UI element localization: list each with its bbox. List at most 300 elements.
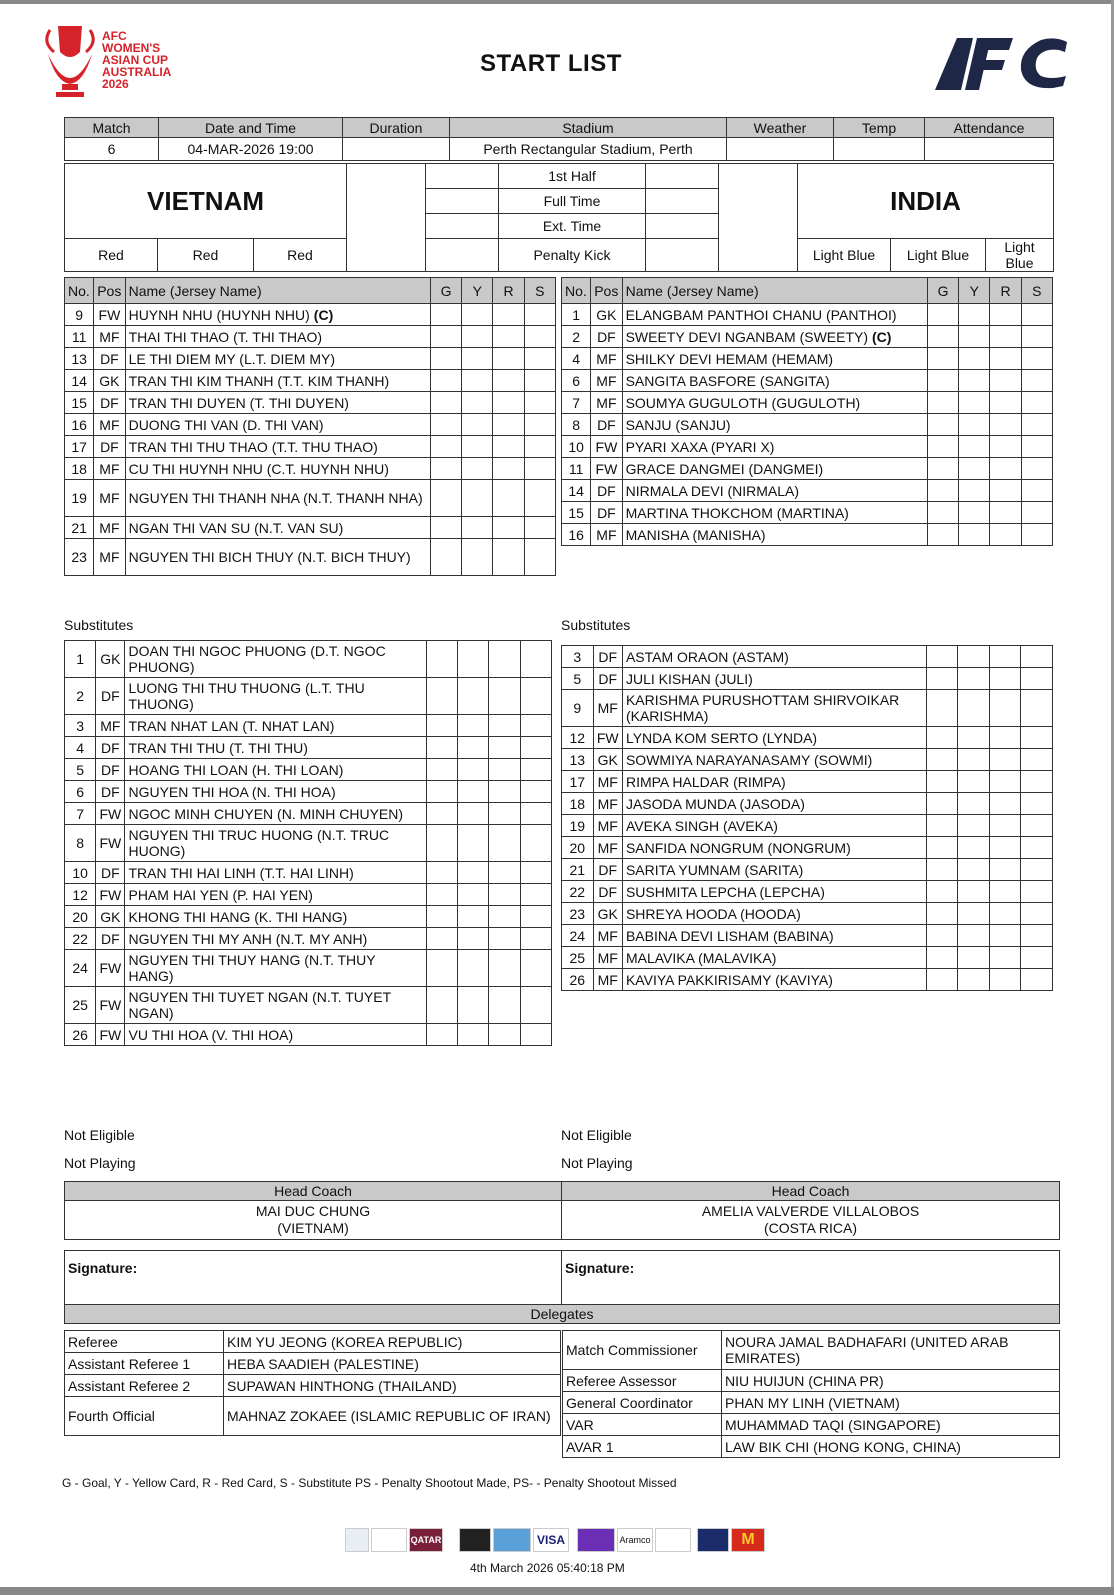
substitute-cell bbox=[524, 539, 555, 576]
yellow-card-cell bbox=[458, 737, 489, 759]
delegates-left-table bbox=[64, 1330, 561, 1436]
yellow-card-cell bbox=[462, 348, 493, 370]
player-name-cell bbox=[622, 727, 926, 749]
away-not-eligible-label: Not Eligible bbox=[561, 1127, 632, 1143]
yellow-card-cell bbox=[958, 815, 990, 837]
player-position: MF bbox=[593, 690, 622, 727]
player-row bbox=[562, 646, 1053, 668]
substitute-cell bbox=[520, 862, 551, 884]
goal-cell bbox=[426, 906, 457, 928]
womens-asian-cup-logo bbox=[40, 22, 190, 102]
red-card-cell bbox=[989, 859, 1021, 881]
red-card-cell bbox=[489, 715, 520, 737]
goal-cell bbox=[426, 803, 457, 825]
delegate-role: Assistant Referee 2 bbox=[65, 1375, 224, 1397]
player-name: NGUYEN THI TRUC HUONG (N.T. TRUC HUONG) bbox=[128, 827, 390, 859]
goal-cell bbox=[927, 304, 958, 326]
player-name: ASTAM ORAON (ASTAM) bbox=[625, 648, 789, 665]
red-card-cell bbox=[493, 436, 524, 458]
goal-cell bbox=[426, 737, 457, 759]
home-score-1st-half bbox=[426, 164, 499, 189]
substitute-cell bbox=[520, 781, 551, 803]
player-position: DF bbox=[96, 862, 125, 884]
player-number: 21 bbox=[65, 517, 94, 539]
substitute-cell bbox=[520, 884, 551, 906]
yellow-card-cell bbox=[462, 539, 493, 576]
red-card-cell bbox=[493, 370, 524, 392]
player-row bbox=[562, 326, 1053, 348]
delegate-role: AVAR 1 bbox=[563, 1436, 722, 1458]
player-position: MF bbox=[94, 326, 125, 348]
substitute-cell bbox=[1021, 370, 1052, 392]
player-row bbox=[562, 370, 1053, 392]
substitute-cell bbox=[520, 825, 551, 862]
col-s: S bbox=[524, 278, 555, 304]
goal-cell bbox=[927, 524, 958, 546]
red-card-cell bbox=[990, 480, 1021, 502]
substitute-cell bbox=[520, 737, 551, 759]
yellow-card-cell bbox=[458, 906, 489, 928]
goal-cell bbox=[426, 781, 457, 803]
player-name: SANFIDA NONGRUM (NONGRUM) bbox=[625, 839, 851, 856]
yellow-card-cell bbox=[959, 348, 990, 370]
player-row bbox=[65, 641, 552, 678]
match-weather bbox=[727, 138, 834, 161]
player-row bbox=[65, 715, 552, 737]
delegate-name: NOURA JAMAL BADHAFARI (UNITED ARAB EMIRATES) bbox=[722, 1331, 1060, 1370]
red-card-cell bbox=[989, 947, 1021, 969]
player-position: FW bbox=[591, 436, 622, 458]
away-starters-table bbox=[561, 277, 1053, 546]
player-row bbox=[65, 759, 552, 781]
red-card-cell bbox=[493, 414, 524, 436]
stadium-header: Stadium bbox=[450, 118, 727, 138]
yellow-card-cell bbox=[958, 925, 990, 947]
red-card-cell bbox=[489, 678, 520, 715]
player-number: 22 bbox=[562, 881, 594, 903]
red-card-cell bbox=[493, 517, 524, 539]
yellow-card-cell bbox=[458, 641, 489, 678]
col-g: G bbox=[927, 278, 958, 304]
red-card-cell bbox=[489, 884, 520, 906]
player-name-cell bbox=[125, 304, 430, 326]
yellow-card-cell bbox=[959, 414, 990, 436]
yellow-card-cell bbox=[958, 903, 990, 925]
yellow-card-cell bbox=[458, 884, 489, 906]
red-card-cell bbox=[989, 925, 1021, 947]
player-name: TRAN THI DUYEN (T. THI DUYEN) bbox=[128, 394, 349, 411]
red-card-cell bbox=[493, 539, 524, 576]
player-name-cell bbox=[622, 480, 927, 502]
home-score-penalty bbox=[426, 239, 499, 272]
yellow-card-cell bbox=[959, 436, 990, 458]
player-position: MF bbox=[591, 348, 622, 370]
player-number: 13 bbox=[65, 348, 94, 370]
player-row bbox=[65, 987, 552, 1024]
head-coach-table bbox=[64, 1181, 1060, 1240]
home-color-3: Red bbox=[254, 239, 347, 272]
substitute-cell bbox=[1021, 749, 1053, 771]
player-number: 19 bbox=[562, 815, 594, 837]
red-card-cell bbox=[489, 928, 520, 950]
player-number: 25 bbox=[65, 987, 96, 1024]
player-name-cell bbox=[125, 641, 426, 678]
player-position: DF bbox=[94, 348, 125, 370]
player-row bbox=[562, 881, 1053, 903]
player-name-cell bbox=[622, 414, 927, 436]
away-coach-name: AMELIA VALVERDE VILLALOBOS bbox=[701, 1203, 920, 1219]
player-name-cell bbox=[125, 348, 430, 370]
match-stadium: Perth Rectangular Stadium, Perth bbox=[450, 138, 727, 161]
home-substitutes-table bbox=[64, 640, 552, 1046]
goal-cell bbox=[430, 370, 461, 392]
player-position: MF bbox=[593, 837, 622, 859]
goal-cell bbox=[926, 969, 958, 991]
player-position: MF bbox=[593, 925, 622, 947]
player-position: DF bbox=[591, 414, 622, 436]
player-name: MALAVIKA (MALAVIKA) bbox=[625, 949, 777, 966]
player-position: MF bbox=[94, 517, 125, 539]
player-name: JASODA MUNDA (JASODA) bbox=[625, 795, 805, 812]
substitute-cell bbox=[1021, 304, 1052, 326]
yellow-card-cell bbox=[958, 771, 990, 793]
yellow-card-cell bbox=[958, 859, 990, 881]
delegate-name: HEBA SAADIEH (PALESTINE) bbox=[224, 1353, 561, 1375]
player-row bbox=[562, 436, 1053, 458]
home-team-name: VIETNAM bbox=[65, 164, 347, 239]
goal-cell bbox=[426, 678, 457, 715]
player-name-cell bbox=[125, 884, 426, 906]
yellow-card-cell bbox=[458, 862, 489, 884]
red-card-cell bbox=[489, 803, 520, 825]
player-row bbox=[562, 392, 1053, 414]
match-temp bbox=[834, 138, 925, 161]
red-card-cell bbox=[989, 727, 1021, 749]
yellow-card-cell bbox=[462, 458, 493, 480]
delegate-role: Fourth Official bbox=[65, 1397, 224, 1436]
yellow-card-cell bbox=[959, 480, 990, 502]
substitute-cell bbox=[520, 678, 551, 715]
home-coach-name: MAI DUC CHUNG bbox=[255, 1203, 371, 1219]
player-position: MF bbox=[94, 539, 125, 576]
trophy-icon bbox=[40, 22, 100, 100]
player-name-cell bbox=[622, 771, 926, 793]
goal-cell bbox=[926, 859, 958, 881]
substitute-cell bbox=[520, 950, 551, 987]
player-name-cell bbox=[622, 859, 926, 881]
logo-text: AFC WOMEN'S ASIAN CUP AUSTRALIA 2026 bbox=[102, 29, 172, 91]
player-row bbox=[65, 678, 552, 715]
player-row bbox=[562, 458, 1053, 480]
goal-cell bbox=[426, 987, 457, 1024]
player-name: RIMPA HALDAR (RIMPA) bbox=[625, 773, 786, 790]
goal-cell bbox=[927, 326, 958, 348]
goal-cell bbox=[430, 348, 461, 370]
player-row bbox=[562, 480, 1053, 502]
player-position: DF bbox=[593, 646, 622, 668]
player-row bbox=[562, 837, 1053, 859]
player-name: NGUYEN THI MY ANH (N.T. MY ANH) bbox=[128, 930, 368, 947]
red-card-cell bbox=[489, 825, 520, 862]
goal-cell bbox=[926, 727, 958, 749]
player-name: NGUYEN THI TUYET NGAN (N.T. TUYET NGAN) bbox=[128, 989, 391, 1021]
player-name-cell bbox=[125, 414, 430, 436]
player-name-cell bbox=[622, 304, 927, 326]
player-name: ELANGBAM PANTHOI CHANU (PANTHOI) bbox=[625, 306, 897, 323]
red-card-cell bbox=[989, 969, 1021, 991]
yellow-card-cell bbox=[458, 678, 489, 715]
substitute-cell bbox=[524, 392, 555, 414]
player-position: GK bbox=[593, 903, 622, 925]
player-position: MF bbox=[94, 414, 125, 436]
home-coach-country: (VIETNAM) bbox=[277, 1220, 349, 1236]
player-number: 10 bbox=[562, 436, 591, 458]
goal-cell bbox=[926, 837, 958, 859]
player-name: TRAN THI THU (T. THI THU) bbox=[128, 739, 308, 756]
substitute-cell bbox=[520, 759, 551, 781]
player-row bbox=[65, 539, 556, 576]
player-number: 20 bbox=[65, 906, 96, 928]
sponsor-logo bbox=[459, 1528, 491, 1552]
player-name: SARITA YUMNAM (SARITA) bbox=[625, 861, 804, 878]
home-not-playing-label: Not Playing bbox=[64, 1155, 136, 1171]
player-position: FW bbox=[96, 884, 125, 906]
yellow-card-cell bbox=[959, 458, 990, 480]
player-number: 6 bbox=[65, 781, 96, 803]
delegate-name: MAHNAZ ZOKAEE (ISLAMIC REPUBLIC OF IRAN) bbox=[224, 1397, 561, 1436]
home-signature: Signature: bbox=[65, 1251, 562, 1305]
player-number: 9 bbox=[562, 690, 594, 727]
player-number: 3 bbox=[562, 646, 594, 668]
player-name-cell bbox=[622, 749, 926, 771]
player-name-cell bbox=[622, 881, 926, 903]
player-row bbox=[65, 370, 556, 392]
col-y: Y bbox=[959, 278, 990, 304]
player-name-cell bbox=[125, 458, 430, 480]
goal-cell bbox=[926, 646, 958, 668]
player-row bbox=[562, 749, 1053, 771]
substitute-cell bbox=[1021, 436, 1052, 458]
player-name-cell bbox=[622, 524, 927, 546]
substitute-cell bbox=[520, 928, 551, 950]
delegates-right-table bbox=[562, 1330, 1060, 1458]
goal-cell bbox=[426, 928, 457, 950]
player-position: FW bbox=[591, 458, 622, 480]
goal-cell bbox=[426, 759, 457, 781]
col-pos: Pos bbox=[591, 278, 622, 304]
yellow-card-cell bbox=[458, 928, 489, 950]
player-name: PYARI XAXA (PYARI X) bbox=[625, 438, 775, 455]
signature-table bbox=[64, 1250, 1060, 1305]
player-row bbox=[562, 524, 1053, 546]
player-name: GRACE DANGMEI (DANGMEI) bbox=[625, 460, 824, 477]
substitute-cell bbox=[520, 803, 551, 825]
red-card-cell bbox=[989, 837, 1021, 859]
away-color-3: Light Blue bbox=[986, 239, 1054, 272]
duration-header: Duration bbox=[343, 118, 450, 138]
away-not-playing-label: Not Playing bbox=[561, 1155, 633, 1171]
red-card-cell bbox=[990, 348, 1021, 370]
top-edge bbox=[0, 0, 1114, 4]
delegate-name: KIM YU JEONG (KOREA REPUBLIC) bbox=[224, 1331, 561, 1353]
player-number: 19 bbox=[65, 480, 94, 517]
red-card-cell bbox=[989, 646, 1021, 668]
substitute-cell bbox=[524, 348, 555, 370]
player-name-cell bbox=[622, 436, 927, 458]
away-score-1st-half bbox=[646, 164, 719, 189]
player-name-cell bbox=[125, 781, 426, 803]
period-penalty-kick: Penalty Kick bbox=[499, 239, 646, 272]
col-name: Name (Jersey Name) bbox=[125, 278, 430, 304]
player-name-cell bbox=[125, 950, 426, 987]
player-name: NIRMALA DEVI (NIRMALA) bbox=[625, 482, 800, 499]
red-card-cell bbox=[990, 392, 1021, 414]
player-number: 14 bbox=[562, 480, 591, 502]
player-name-cell bbox=[622, 947, 926, 969]
player-name-cell bbox=[125, 715, 426, 737]
yellow-card-cell bbox=[458, 1024, 489, 1046]
goal-cell bbox=[926, 903, 958, 925]
player-row bbox=[562, 348, 1053, 370]
player-name: BABINA DEVI LISHAM (BABINA) bbox=[625, 927, 834, 944]
player-number: 1 bbox=[65, 641, 96, 678]
player-name-cell bbox=[622, 348, 927, 370]
bottom-edge bbox=[0, 1587, 1114, 1595]
yellow-card-cell bbox=[462, 517, 493, 539]
red-card-cell bbox=[990, 326, 1021, 348]
print-timestamp: 4th March 2026 05:40:18 PM bbox=[470, 1561, 625, 1575]
player-name: SHREYA HOODA (HOODA) bbox=[625, 905, 801, 922]
player-name: SUSHMITA LEPCHA (LEPCHA) bbox=[625, 883, 825, 900]
player-row bbox=[65, 436, 556, 458]
player-name: VU THI HOA (V. THI HOA) bbox=[128, 1026, 294, 1043]
player-name-cell bbox=[622, 815, 926, 837]
player-number: 11 bbox=[65, 326, 94, 348]
col-s: S bbox=[1021, 278, 1052, 304]
player-number: 26 bbox=[65, 1024, 96, 1046]
goal-cell bbox=[927, 392, 958, 414]
player-row bbox=[65, 803, 552, 825]
substitute-cell bbox=[524, 480, 555, 517]
goal-cell bbox=[926, 815, 958, 837]
player-name-cell bbox=[622, 837, 926, 859]
col-y: Y bbox=[462, 278, 493, 304]
red-card-cell bbox=[493, 326, 524, 348]
player-name-cell bbox=[125, 370, 430, 392]
period-1st-half: 1st Half bbox=[499, 164, 646, 189]
yellow-card-cell bbox=[958, 646, 990, 668]
goal-cell bbox=[426, 950, 457, 987]
goal-cell bbox=[430, 392, 461, 414]
substitute-cell bbox=[1021, 793, 1053, 815]
player-position: DF bbox=[593, 881, 622, 903]
player-position: GK bbox=[96, 906, 125, 928]
player-position: DF bbox=[96, 678, 125, 715]
goal-cell bbox=[927, 502, 958, 524]
yellow-card-cell bbox=[958, 690, 990, 727]
player-number: 17 bbox=[562, 771, 594, 793]
substitute-cell bbox=[524, 517, 555, 539]
yellow-card-cell bbox=[959, 304, 990, 326]
home-score-full-time bbox=[426, 189, 499, 214]
player-number: 26 bbox=[562, 969, 594, 991]
player-position: MF bbox=[96, 715, 125, 737]
red-card-cell bbox=[989, 690, 1021, 727]
substitute-cell bbox=[1021, 947, 1053, 969]
player-number: 15 bbox=[562, 502, 591, 524]
away-substitutes-label: Substitutes bbox=[561, 617, 631, 633]
delegate-name: SUPAWAN HINTHONG (THAILAND) bbox=[224, 1375, 561, 1397]
red-card-cell bbox=[493, 304, 524, 326]
substitute-cell bbox=[1021, 771, 1053, 793]
player-name-cell bbox=[622, 793, 926, 815]
away-score-penalty bbox=[646, 239, 719, 272]
yellow-card-cell bbox=[462, 326, 493, 348]
yellow-card-cell bbox=[458, 987, 489, 1024]
player-name: THAI THI THAO (T. THI THAO) bbox=[128, 328, 323, 345]
player-name-cell bbox=[125, 928, 426, 950]
captain-badge: (C) bbox=[872, 328, 892, 345]
player-row bbox=[65, 348, 556, 370]
substitute-cell bbox=[1021, 969, 1053, 991]
red-card-cell bbox=[989, 793, 1021, 815]
player-number: 23 bbox=[562, 903, 594, 925]
page-title: START LIST bbox=[480, 50, 622, 77]
player-number: 15 bbox=[65, 392, 94, 414]
goal-cell bbox=[926, 947, 958, 969]
substitute-cell bbox=[1021, 502, 1052, 524]
player-position: FW bbox=[96, 803, 125, 825]
player-number: 11 bbox=[562, 458, 591, 480]
player-number: 8 bbox=[562, 414, 591, 436]
match-date-time: 04-MAR-2026 19:00 bbox=[159, 138, 343, 161]
goal-cell bbox=[426, 825, 457, 862]
player-number: 8 bbox=[65, 825, 96, 862]
player-position: MF bbox=[593, 793, 622, 815]
player-number: 12 bbox=[65, 884, 96, 906]
away-team-name: INDIA bbox=[798, 164, 1054, 239]
yellow-card-cell bbox=[462, 392, 493, 414]
player-number: 16 bbox=[562, 524, 591, 546]
player-name-cell bbox=[125, 737, 426, 759]
away-color-1: Light Blue bbox=[798, 239, 891, 272]
player-position: MF bbox=[593, 969, 622, 991]
player-position: FW bbox=[593, 727, 622, 749]
player-name-cell bbox=[125, 517, 430, 539]
player-row bbox=[562, 815, 1053, 837]
yellow-card-cell bbox=[958, 793, 990, 815]
substitute-cell bbox=[520, 641, 551, 678]
player-position: MF bbox=[94, 480, 125, 517]
player-number: 20 bbox=[562, 837, 594, 859]
player-name-cell bbox=[622, 392, 927, 414]
player-name: NGOC MINH CHUYEN (N. MINH CHUYEN) bbox=[128, 805, 404, 822]
red-card-cell bbox=[489, 759, 520, 781]
red-card-cell bbox=[989, 771, 1021, 793]
away-head-coach bbox=[562, 1201, 1060, 1240]
player-name: LE THI DIEM MY (L.T. DIEM MY) bbox=[128, 350, 335, 367]
goal-cell bbox=[927, 370, 958, 392]
player-row bbox=[562, 502, 1053, 524]
player-name: DOAN THI NGOC PHUONG (D.T. NGOC PHUONG) bbox=[128, 643, 386, 675]
yellow-card-cell bbox=[959, 370, 990, 392]
home-head-coach bbox=[65, 1201, 562, 1240]
substitute-cell bbox=[1021, 326, 1052, 348]
away-substitutes-table bbox=[561, 645, 1053, 991]
goal-cell bbox=[926, 771, 958, 793]
yellow-card-cell bbox=[958, 881, 990, 903]
goal-cell bbox=[426, 641, 457, 678]
